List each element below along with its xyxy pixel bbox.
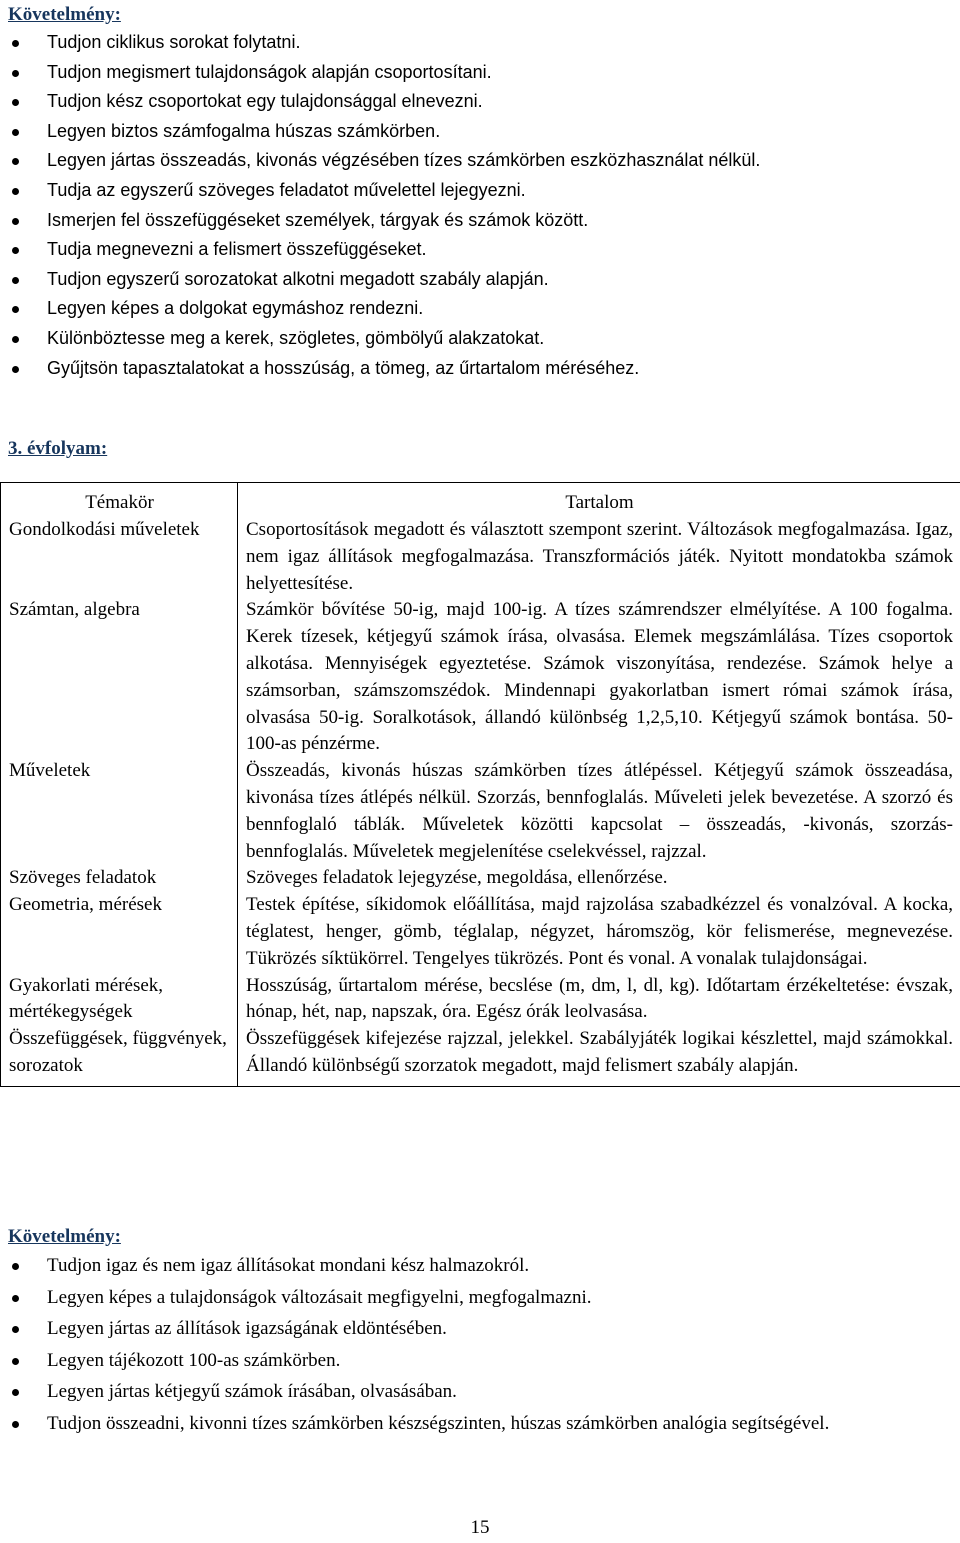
content-cell: Szöveges feladatok lejegyzése, megoldása, ellenőrzése. xyxy=(238,865,960,892)
grade-heading: 3. évfolyam: xyxy=(8,438,108,459)
list-item: Legyen jártas az állítások igazságának eldöntésében. xyxy=(0,1313,960,1345)
topic-cell: Szöveges feladatok xyxy=(1,865,238,892)
table-header-row xyxy=(1,483,960,518)
list-item: Legyen képes a dolgokat egymáshoz rendezni. xyxy=(0,294,960,324)
requirements-heading-bottom: Követelmény: xyxy=(8,1226,121,1247)
list-item: Tudjon megismert tulajdonságok alapján csoportosítani. xyxy=(0,58,960,88)
table-row xyxy=(1,892,960,972)
table-row xyxy=(1,973,960,1027)
content-cell: Összefüggések kifejezése rajzzal, jelekkel. Szabályjáték logikai készlettel, majd számokkal. Állandó különbségű szorzatok megadott, majd felismert szabály alapján. xyxy=(238,1026,960,1086)
table-row xyxy=(1,517,960,597)
list-item: Tudjon összeadni, kivonni tízes számkörben készségszinten, húszas számkörben analógia segítségével. xyxy=(0,1408,960,1439)
list-item: Legyen jártas kétjegyű számok írásában, olvasásában. xyxy=(0,1376,960,1408)
list-item: Különböztesse meg a kerek, szögletes, gömbölyű alakzatokat. xyxy=(0,324,960,354)
content-cell: Számkör bővítése 50-ig, majd 100-ig. A tízes számrendszer elmélyítése. A 100 fogalma. Kerek tízesek, kétjegyű számok írása, olvasása. Elemek megszámlálása. Tízes csoportok alkotása. Mennyiségek egyeztetése. Számok viszonyítása, rendezése. Számok helye a számsorban, számszomszédok. Mindennapi gyakorlatban ismert római számok írása, olvasása 50-ig. Soralkotások, állandó különbség 1,2,5,10. Kétjegyű számok bontása. 50-100-as pénzérme. xyxy=(238,597,960,758)
list-item: Tudja az egyszerű szöveges feladatot művelettel lejegyezni. xyxy=(0,176,960,206)
content-cell: Testek építése, síkidomok előállítása, majd rajzolása szabadkézzel és vonalzóval. A kocka, téglatest, henger, gömb, téglalap, négyzet, háromszög, kör felismerése, megnevezése. Tükrözés síktükörrel. Tengelyes tükrözés. Pont és vonal. A vonalak tulajdonságai. xyxy=(238,892,960,972)
topic-cell: Számtan, algebra xyxy=(1,597,238,758)
table-row xyxy=(1,597,960,758)
list-item: Ismerjen fel összefüggéseket személyek, tárgyak és számok között. xyxy=(0,206,960,236)
topic-cell: Gondolkodási műveletek xyxy=(1,517,238,597)
list-item: Tudjon kész csoportokat egy tulajdonsággal elnevezni. xyxy=(0,87,960,117)
list-item: Legyen jártas összeadás, kivonás végzésében tízes számkörben eszközhasználat nélkül. xyxy=(0,146,960,176)
list-item: Gyűjtsön tapasztalatokat a hosszúság, a tömeg, az űrtartalom méréséhez. xyxy=(0,354,960,384)
list-item: Tudjon igaz és nem igaz állításokat mondani kész halmazokról. xyxy=(0,1250,960,1282)
topic-cell: Műveletek xyxy=(1,758,238,865)
column-header-topic: Témakör xyxy=(1,483,238,518)
list-item: Legyen képes a tulajdonságok változásait megfigyelni, megfogalmazni. xyxy=(0,1282,960,1314)
curriculum-table xyxy=(0,482,960,1087)
table-row xyxy=(1,865,960,892)
topic-cell: Gyakorlati mérések, mértékegységek xyxy=(1,973,238,1027)
content-cell: Összeadás, kivonás húszas számkörben tízes átlépéssel. Kétjegyű számok összeadása, kivonása tízes átlépés nélkül. Szorzás, bennfoglalás. Műveleti jelek bevezetése. A szorzó és bennfoglaló táblák. Műveletek közötti kapcsolat – összeadás, -kivonás, szorzás-bennfoglalás. Műveletek megjelenítése cselekvéssel, rajzzal. xyxy=(238,758,960,865)
content-cell: Csoportosítások megadott és választott szempont szerint. Változások megfogalmazása. Igaz, nem igaz állítások megfogalmazása. Transzformációs játék. Nyitott mondatokba számok helyettesítése. xyxy=(238,517,960,597)
requirements-heading-top: Követelmény: xyxy=(8,4,121,25)
list-item: Tudja megnevezni a felismert összefüggéseket. xyxy=(0,235,960,265)
list-item: Tudjon egyszerű sorozatokat alkotni megadott szabály alapján. xyxy=(0,265,960,295)
topic-cell: Összefüggések, függvények, sorozatok xyxy=(1,1026,238,1086)
table-row xyxy=(1,1026,960,1086)
content-cell: Hosszúság, űrtartalom mérése, becslése (m, dm, l, dl, kg). Időtartam érzékeltetése: évszak, hónap, hét, nap, napszak, óra. Egész órák leolvasása. xyxy=(238,973,960,1027)
topic-cell: Geometria, mérések xyxy=(1,892,238,972)
requirements-list-top xyxy=(0,28,960,383)
column-header-content: Tartalom xyxy=(238,483,960,518)
table-row xyxy=(1,758,960,865)
list-item: Legyen tájékozott 100-as számkörben. xyxy=(0,1345,960,1377)
list-item: Tudjon ciklikus sorokat folytatni. xyxy=(0,28,960,58)
list-item: Legyen biztos számfogalma húszas számkörben. xyxy=(0,117,960,147)
requirements-list-bottom xyxy=(0,1250,960,1439)
page-number: 15 xyxy=(470,1517,490,1538)
